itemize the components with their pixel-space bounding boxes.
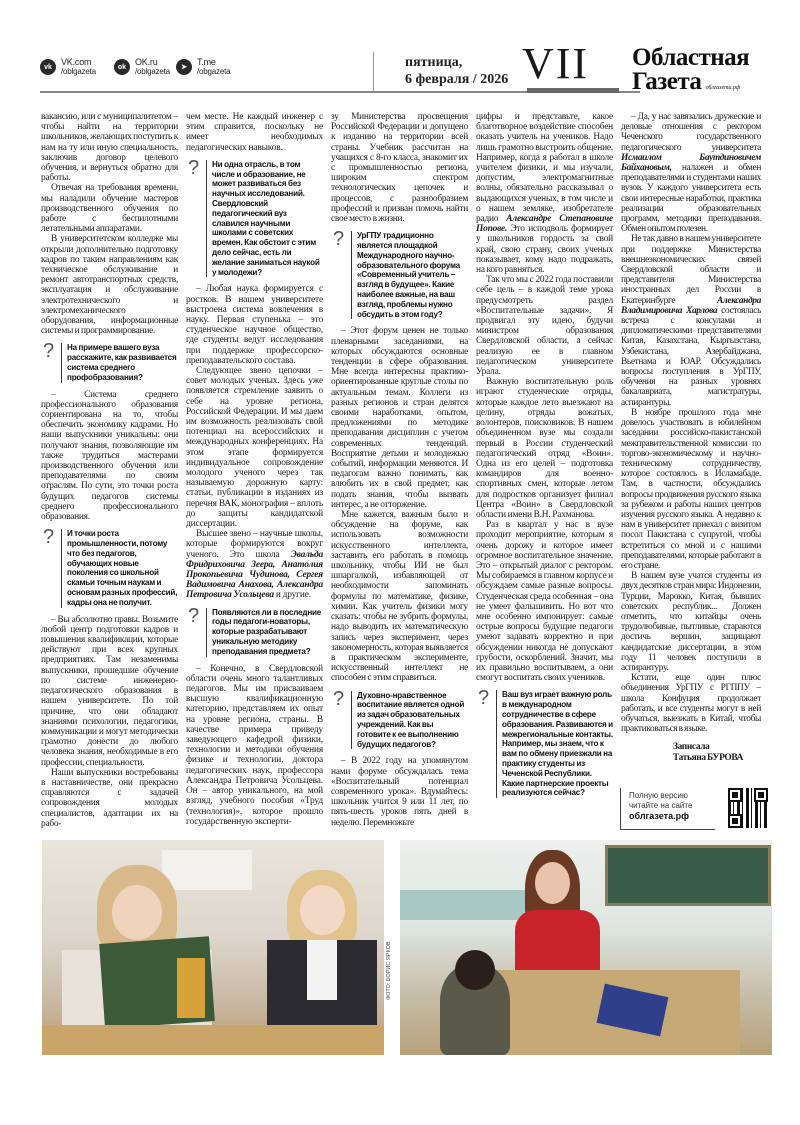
paragraph-text: и другие. — [273, 590, 311, 601]
article-column-4 — [476, 112, 613, 834]
paragraph-text: Кстати, еще один плюс объединения УрГПУ с РГППУ – школа Конфуция продолжает работать, и все студенты могут в ней обучаться, выезжать в Китай, чтобы практиковаться в языке. — [621, 673, 761, 735]
question-text: Ваш вуз играет важную роль в международном сотрудничестве в сфере образования. Развиваются и межрегиональные контакты. Например, мы знаем, что к вам по обмену приезжали на практику студенты из Чеченской Республики. Какие партнерские проекты реализуются сейчас? — [496, 690, 613, 798]
paragraph-text: налажен и обмен преподавателями и студентами наших вузов. У каждого университета есть свои интересные наработки, практика реализации образовательных программ, методики преподавания. Обмен опытом полезен. — [621, 163, 761, 235]
qr-code-icon[interactable] — [728, 788, 768, 828]
article-paragraph — [41, 768, 178, 829]
article-paragraph — [331, 112, 468, 224]
question-text: Появляются ли в последние годы педагоги-новаторы, которые разрабатывают уникальную методику преподавания предмета? — [206, 608, 323, 657]
article-column-5 — [621, 112, 761, 782]
interview-question — [331, 687, 468, 750]
article-paragraph — [41, 234, 178, 336]
paragraph-text: чем месте. Не каждый инженер с этим справится, поскольку не имеет необходимых педагогических навыков. — [186, 112, 323, 153]
question-mark-icon: ? — [188, 156, 199, 179]
article-paragraph — [476, 377, 613, 520]
article-column-2 — [186, 112, 323, 834]
paragraph-text: зу Министерства просвещения Российской Федерации и допущено к изданию на территории всей страны. Учебник рассчитан на учащихся с 8-го класса, знакомит их с промышленностью региона, широким спектром технологических цепочек и процессов, с разнообразием профессий и призван помочь найти свое место в жизни. — [331, 112, 468, 225]
article-paragraph — [621, 234, 761, 407]
paragraph-text: Наши выпускники востребованы в наставничестве, они прекрасно справляются с задачей сопровождения молодых специалистов, адаптации их на рабо- — [41, 767, 178, 829]
newspaper-logo — [632, 46, 749, 94]
social-link-vk[interactable] — [40, 58, 96, 76]
paragraph-text: цифры и представьте, какое благотворное воздействие способен оказать учитель на учеников. Надо лишь грамотно выстроить общение. Например, когда я работал в школе учителем физики, и мы изучали, допустим, электромагнитные волны, обязательно рассказывал о выдающихся ученых, в том числе и о нашем земляке, изобретателе радио — [476, 112, 613, 225]
article-paragraph — [186, 284, 323, 366]
logo-line1: Областная — [632, 44, 750, 71]
photo-credit: ФОТО: БОРИС ЯРКОВ — [386, 941, 392, 1000]
paragraph-text: Не так давно в нашем университете при поддержке Министерства внешнеэкономических связей Свердловской области и представителя Министерства иностранных дел России в Екатеринбурге — [621, 234, 761, 306]
article-paragraph — [186, 112, 323, 153]
article-paragraph — [41, 183, 178, 234]
question-text: И точки роста промышленности, потому что без педагогов, обучающих новые поколения со школьной скамьи точным наукам и основам разных профессий, кадры она не получит. — [61, 529, 178, 607]
paragraph-text: – Этот форум ценен не только пленарными заседаниями, на которых обсуждаются основные тенденции в сфере образования. Мне всегда интересны практико-ориентированные круглые столы по актуальным темам. Коллеги из разных регионов и стран делятся своими наработками, опытом, предложениями по методике преподавания дисциплин с учетом современных тенденций. Восприятие детьми и молодежью событий, информации меняются. И педагогам важно понимать, как влюбить их в свой предмет, как подать знания, чтобы вызвать интерес, а не отторжение. — [331, 326, 468, 510]
paragraph-text: Отвечая на требования времени, мы наладили обучение мастеров производственного обучения по работе с беспилотными летательными аппаратами. — [41, 183, 178, 235]
paragraph-text: – Конечно, в Свердловской области очень много талантливых педагогов. Мы им присваиваем высшую квалификационную категорию, представляем их опыт на уровне региона, страны. В качестве примера приведу заведующего кафедрой физики, технологии и методики обучения физике и технологии, доктора педагогических наук, профессора Александра Петровича Усольцева. Он – автор уникального, на мой взгляд, учебного пособия «Труд (технология)», которое прошло государственную эксперти- — [186, 663, 323, 827]
interview-question — [331, 228, 468, 319]
paragraph-text: В ноябре прошлого года мне довелось участвовать в юбилейном заседании российско-пакистанской межправительственной комиссии по торгово-экономическому и научно-техническому сотрудничеству, которое состоялось в Исламабаде. Там, в частности, обсуждались вопросы продвижения русского языка за рубежом и работы наших центров изучения русского языка. А недавно к нам в университет приехал с визитом посол Пакистана с супругой, чтобы встретиться со мной и с нашими преподавателями, которые работают в его стране. — [621, 407, 761, 571]
page-number-bar — [527, 88, 619, 93]
header-divider — [373, 52, 374, 92]
paragraph-text: Мне кажется, важным было и обсуждение на форуме, как использовать возможности искусственного интеллекта, заставить его работать в помощь школьнику, чтобы ИИ не был шпаргалкой, избавляющей от необходимости запоминать формулы по математике, физике, химии. Как учитель физики могу сказать: чтобы не зубрить формулы, надо выводить их математическую запись через эксперимент, через закономерность, которая выявляется в практическом эксперименте, искусственный интеллект не способен с этим справиться. — [331, 510, 468, 684]
question-text: На примере вашего вуза расскажите, как развивается система среднего профобразования? — [61, 343, 178, 382]
question-mark-icon: ? — [43, 340, 54, 363]
article-paragraph — [331, 756, 468, 827]
article-paragraph — [41, 390, 178, 523]
article-paragraph — [476, 520, 613, 683]
paragraph-text: – Любая наука формируется с ростков. В нашем университете выстроена система вовлечения в науку. Первая ступенька – это студенческое научное общество, где студенты ведут исследования при поддержке профессорско-преподавательского состава. — [186, 284, 323, 366]
social-handle: /oblgazeta — [135, 67, 170, 76]
logo-site: облгазета.рф — [705, 85, 741, 91]
social-handle: /oblgazeta — [61, 67, 96, 76]
article-paragraph — [621, 112, 761, 234]
interview-question — [41, 340, 178, 382]
paragraph-text: вакансию, или с муниципалитетом – чтобы найти на территории школьников, желающих поступить к нам на ту или иную специальность, заключив договор целевого обучения, и вернуться обратно для работы. — [41, 112, 178, 184]
paragraph-text: Так что мы с 2022 года поставили себе цель – в каждой теме урока предусмотреть раздел «Воспитательные задачи». Я продвигал эту идею, будучи министром образования Свердловской области, а сейчас реализую ее в главном педагогическом университете Урала. — [476, 275, 613, 378]
full-version-promo[interactable] — [620, 788, 772, 832]
question-text: УрГПУ традиционно является площадкой Международного научно-образовательного форума «Современный учитель – взгляд в будущее». Какие наиболее важные, на ваш взгляд, проблемы нужно обсудить в этом году? — [351, 231, 468, 319]
question-text: Ни одна отрасль, в том числе и образование, не может развиваться без научных исследований. Свердловский педагогический вуз славился научными школами с советских времен. Как обстоит с этим дело сейчас, есть ли желание заниматься наукой у молодежи? — [206, 160, 323, 278]
promo-site-link[interactable]: облгазета.рф — [629, 811, 689, 821]
article-column-3 — [331, 112, 468, 834]
article-paragraph — [621, 673, 761, 734]
article-paragraph — [186, 664, 323, 827]
question-mark-icon: ? — [188, 604, 199, 627]
question-text: Духовно-нравственное воспитание является одной из задач образовательных учреждений. Как вы готовите к ее выполнению будущих педагогов? — [351, 691, 468, 750]
vk-icon: vk — [40, 59, 56, 75]
telegram-icon: ➤ — [176, 59, 192, 75]
interview-question — [186, 156, 323, 278]
article-paragraph — [476, 112, 613, 275]
article-paragraph — [331, 326, 468, 510]
interview-question — [476, 687, 613, 798]
question-mark-icon: ? — [43, 526, 54, 549]
article-paragraph — [41, 615, 178, 768]
issue-date — [405, 54, 508, 88]
photo-classroom-teacher — [400, 840, 772, 1055]
article-paragraph — [621, 571, 761, 673]
paragraph-text: Высшее звено – научные школы, которые формируются вокруг ученого. Это школа — [186, 529, 323, 560]
question-mark-icon: ? — [478, 687, 489, 710]
social-handle: /obgazeta — [197, 67, 231, 76]
social-link-ok[interactable] — [114, 58, 170, 76]
article-paragraph — [476, 275, 613, 377]
article-column-1 — [41, 112, 178, 834]
social-site: T.me — [197, 57, 216, 67]
article-paragraph — [186, 366, 323, 529]
promo-box — [620, 788, 715, 830]
person-name: Александра Владимировича Харлова — [621, 295, 761, 316]
paragraph-text: – Система среднего профессионального образования сориентирована на то, чтобы обеспечить экономику кадрами. Но наши выпускники уникальны: они получают знания, позволяющие им также трудиться мастерами производственного обучения или преподавателями по своим отраслям. По сути, это точки роста будущих педагогов системы среднего профессионального образования. — [41, 389, 178, 523]
date: 6 февраля / 2026 — [405, 72, 509, 87]
paragraph-text: Это исподволь формирует у школьников гордость за свой край, свою страну, своих ученых показывает, кому надо подражать, на кого равняться. — [476, 224, 613, 276]
article-paragraph — [331, 510, 468, 683]
byline-author: Татьяна БУРОВА — [673, 752, 744, 763]
question-mark-icon: ? — [333, 687, 344, 710]
weekday: пятница, — [405, 55, 463, 70]
paragraph-text: Важную воспитательную роль играют студенческие отряды, которые каждое лето выезжают на целину, отряды вожатых, волонтеров, поисковиков. В нашем объединенном вузе мы создали первый в России студенческий педагогический отряд «Воин». Одна из его целей – подготовка командиров для военно-спортивных смен, которые летом для подростков организует филиал Центра «Воин» в Свердловской области имени В.Н. Рахманова. — [476, 377, 613, 520]
social-site: OK.ru — [135, 57, 158, 67]
paragraph-text: – В 2022 году на упомянутом нами форуме обсуждалась тема «Воспитательный потенциал современного урока». Вдумайтесь: школьник учится 9 или 11 лет, по пять-шесть уроков пять дней в неделю. Перемножьте — [331, 756, 468, 828]
logo-line2: Газета — [632, 68, 702, 95]
paragraph-text: состоялась встреча с консулами и дипломатическими представителями Китая, Казахстана, Кыргызстана, Узбекистана, Азербайджана, Вьетнама и ЮАР. Обсуждались вопросы поступления в УрГПУ, обучения на разных уровнях бакалавриата, магистратуры, аспирантуры. — [621, 305, 761, 408]
paragraph-text: – Да, у нас завязались дружеские и деловые отношения с ректором Чеченского государственного педагогического университета — [621, 112, 761, 153]
article-paragraph — [186, 529, 323, 600]
article-paragraph — [621, 408, 761, 571]
social-link-telegram[interactable] — [176, 58, 230, 76]
article-paragraph — [41, 112, 178, 183]
paragraph-text: Следующее звено цепочки – совет молодых ученых. Здесь уже появляется стремление заявить о себе на уровне региона, Российской Федерации. И мы даем им возможность реализовать свой потенциал на всероссийских и международных конференциях. На этом этапе формируется индивидуальное сопровождение молодого ученого через так называемую дорожную карту: статьи, публикации в изданиях из перечня ВАК, монография – вплоть до защиты кандидатской диссертации. — [186, 366, 323, 530]
byline-label: Записала — [673, 742, 710, 753]
question-mark-icon: ? — [333, 228, 344, 251]
paragraph-text: В университетском колледже мы открыли дополнительно подготовку кадров по таким направлениям как техническое обслуживание и ремонт автотранспортных средств, эксплуатация и обслуживание электротехнического и электромеханического оборудования, информационные системы и программирование. — [41, 234, 178, 337]
social-site: VK.com — [61, 57, 92, 67]
interview-question — [186, 604, 323, 657]
promo-text: Полную версию читайте на сайте — [629, 791, 693, 810]
byline — [673, 742, 761, 763]
person-name: Исмаилом Баутдиновичем Байхановым, — [621, 152, 761, 174]
paragraph-text: В нашем вузе учатся студенты из двух десятков стран мира: Индонезии, Турции, Марокко, Китая, бывших советских республик... Должен отметить, что китайцы очень трудолюбивые, пытливые, стараются достичь вершин, защищают кандидатские диссертации, в этом году 11 человек поступили в аспирантуру. — [621, 571, 761, 673]
ok-icon: ok — [114, 59, 130, 75]
paragraph-text: – Вы абсолютно правы. Возьмите любой центр подготовки кадров и повышения квалификации, которые действуют при всех крупных предприятиях. Там незаменимы выпускники, прошедшие обучение по системе инженерно-педагогического образования в нашем университете. По той причине, что они обладают знаниями психологии, педагогики, коммуникации и могут методически грамотно донести до любого человека знания, необходимые в его профессии, специальности. — [41, 614, 178, 768]
person-name: Александре Степановиче Попове. — [476, 214, 613, 235]
paragraph-text: Раз в квартал у нас в вузе проходит мероприятие, которым я очень дорожу и которое имеет огромное воспитательное значение. Это – открытый диалог с ректором. Мы собираемся в главном корпусе и обсуждаем самые разные вопросы. Студенческая среда особенная – она не умеет фальшивить. Но вот что мне особенно импонирует: самые острые вопросы будущие педагоги умеют задавать корректно и при обсуждении никогда не допускают грубости, оскорблений. Значит, мы их правильно воспитываем, а они смогут воспитать своих учеников. — [476, 520, 613, 684]
page-number: VII — [522, 39, 590, 88]
interview-question — [41, 526, 178, 607]
photo-students-with-textbook — [42, 840, 384, 1055]
person-name: Эвальда Фридриховича Зеера, Анатолия Прокопьевича Чудинова, Сергея Вадимовича Анахова, Александра Петровича Усольцева — [186, 549, 323, 601]
